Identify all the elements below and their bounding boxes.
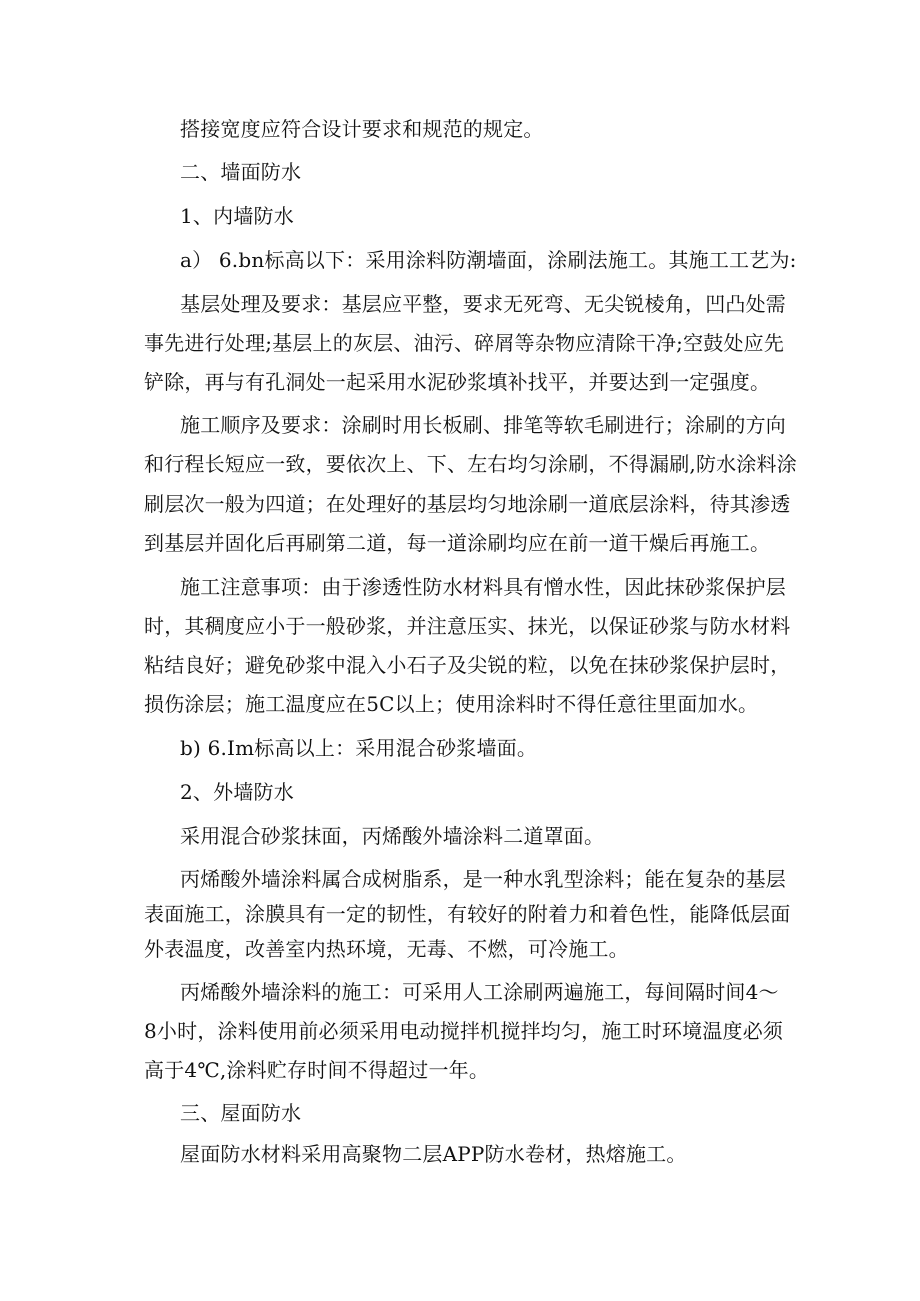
text-line: 损伤涂层；施工温度应在5C以上；使用涂料时不得任意往里面加水。 <box>144 692 759 716</box>
text-line: a） 6.bn标高以下：采用涂料防潮墙面，涂刷法施工。其施工工艺为: <box>180 248 797 272</box>
section-heading-wall-waterproofing: 二、墙面防水 <box>180 160 302 184</box>
text-line: 丙烯酸外墙涂料的施工：可采用人工涂刷两遍施工，每间隔时间4～ <box>180 980 779 1004</box>
text-line: 丙烯酸外墙涂料属合成树脂系，是一种水乳型涂料；能在复杂的基层 <box>180 867 786 891</box>
text-line: 表面施工，涂膜具有一定的韧性，有较好的附着力和着色性，能降低层面 <box>144 902 791 926</box>
text-line: b) 6.Im标高以上：采用混合砂浆墙面。 <box>180 736 538 760</box>
text-line: 施工注意事项：由于渗透性防水材料具有憎水性，因此抹砂浆保护层 <box>180 575 786 599</box>
text-line: 铲除，再与有孔洞处一起采用水泥砂浆填补找平，并要达到一定强度。 <box>144 370 771 394</box>
text-line: 到基层并固化后再刷第二道，每一道涂刷均应在前一道干燥后再施工。 <box>144 531 771 555</box>
text-line: 外表温度，改善室内热环境，无毒、不燃，可冷施工。 <box>144 937 629 961</box>
text-line: 刷层次一般为四道；在处理好的基层均匀地涂刷一道底层涂料，待其渗透 <box>144 492 791 516</box>
subsection-heading-exterior-wall: 2、外墙防水 <box>180 780 294 804</box>
text-line: 粘结良好；避免砂浆中混入小石子及尖锐的粒，以免在抹砂浆保护层时， <box>144 653 791 677</box>
text-line: 高于4℃,涂料贮存时间不得超过一年。 <box>144 1058 490 1082</box>
text-line: 搭接宽度应符合设计要求和规范的规定。 <box>180 117 544 141</box>
text-line: 和行程长短应一致，要依次上、下、左右均匀涂刷，不得漏刷,防水涂料涂 <box>144 452 797 476</box>
text-line: 基层处理及要求：基层应平整，要求无死弯、无尖锐棱角，凹凸处需 <box>180 292 786 316</box>
subsection-heading-interior-wall: 1、内墙防水 <box>180 204 294 228</box>
text-line: 屋面防水材料采用高聚物二层APP防水卷材，热熔施工。 <box>180 1142 687 1166</box>
text-line: 时，其稠度应小于一般砂浆，并注意压实、抹光，以保证砂浆与防水材料 <box>144 614 791 638</box>
text-line: 8小时，涂料使用前必须采用电动搅拌机搅拌均匀，施工时环境温度必须 <box>144 1019 784 1043</box>
section-heading-roof-waterproofing: 三、屋面防水 <box>180 1101 302 1125</box>
text-line: 采用混合砂浆抹面，丙烯酸外墙涂料二道罩面。 <box>180 824 605 848</box>
text-line: 施工顺序及要求：涂刷时用长板刷、排笔等软毛刷进行；涂刷的方向 <box>180 413 786 437</box>
text-line: 事先进行处理;基层上的灰层、油污、碎屑等杂物应清除干净;空鼓处应先 <box>144 331 785 355</box>
